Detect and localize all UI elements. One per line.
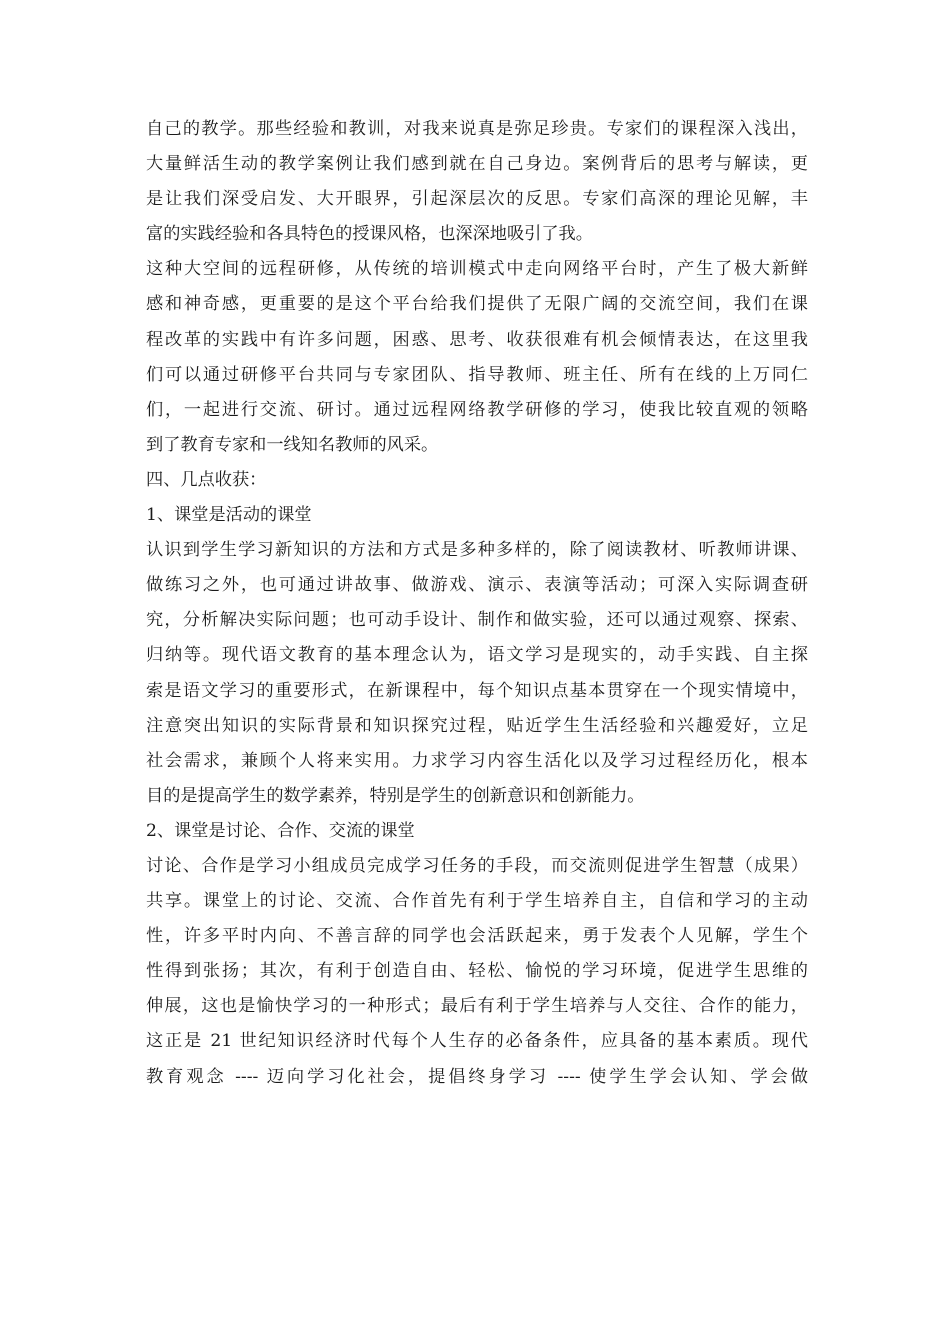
text-line: 们可以通过研修平台共同与专家团队、指导教师、班主任、所有在线的上万同仁: [146, 364, 808, 385]
text-line: 这种大空间的远程研修，从传统的培训模式中走向网络平台时，产生了极大新鲜: [146, 259, 808, 280]
text-line: 讨论、合作是学习小组成员完成学习任务的手段，而交流则促进学生智慧（成果）: [146, 855, 808, 876]
text-line: 自己的教学。那些经验和教训，对我来说真是弥足珍贵。专家们的课程深入浅出，: [146, 119, 808, 139]
text-line: 富的实践经验和各具特色的授课风格，也深深地吸引了我。: [146, 224, 593, 245]
text-line: 索是语文学习的重要形式，在新课程中，每个知识点基本贯穿在一个现实情境中，: [146, 680, 808, 701]
text-line: 性得到张扬；其次，有利于创造自由、轻松、愉悦的学习环境，促进学生思维的: [146, 961, 808, 982]
document-body: [146, 112, 808, 1095]
text-line: 注意突出知识的实际背景和知识探究过程，贴近学生生活经验和兴趣爱好，立足: [146, 715, 808, 736]
text-line: 共享。课堂上的讨论、交流、合作首先有利于学生培养自主，自信和学习的主动: [146, 891, 808, 912]
subsection-heading: 2、课堂是讨论、合作、交流的课堂: [146, 820, 415, 841]
subsection-heading: 1、课堂是活动的课堂: [146, 505, 312, 526]
text-line: 这正是 21 世纪知识经济时代每个人生存的必备条件，应具备的基本素质。现代: [146, 1031, 808, 1052]
text-line: 归纳等。现代语文教育的基本理念认为，语文学习是现实的，动手实践、自主探: [146, 645, 808, 666]
text-line: 到了教育专家和一线知名教师的风采。: [146, 434, 439, 455]
section-heading: 四、几点收获：: [146, 469, 267, 490]
text-line: 目的是提高学生的数学素养，特别是学生的创新意识和创新能力。: [146, 785, 645, 806]
text-line: 做练习之外，也可通过讲故事、做游戏、演示、表演等活动；可深入实际调查研: [146, 575, 808, 596]
text-line: 教育观念 ---- 迈向学习化社会，提倡终身学习 ---- 使学生学会认知、学会做: [146, 1066, 808, 1087]
text-line: 究，分析解决实际问题；也可动手设计、制作和做实验，还可以通过观察、探索、: [146, 610, 808, 631]
text-line: 是让我们深受启发、大开眼界，引起深层次的反思。专家们高深的理论见解，丰: [146, 189, 808, 210]
text-line: 感和神奇感，更重要的是这个平台给我们提供了无限广阔的交流空间，我们在课: [146, 294, 808, 315]
text-line: 性，许多平时内向、不善言辞的同学也会活跃起来，勇于发表个人见解，学生个: [146, 926, 808, 947]
text-line: 程改革的实践中有许多问题，困惑、思考、收获很难有机会倾情表达，在这里我: [146, 329, 808, 350]
text-line: 社会需求，兼顾个人将来实用。力求学习内容生活化以及学习过程经历化，根本: [146, 750, 808, 771]
text-line: 大量鲜活生动的教学案例让我们感到就在自己身边。案例背后的思考与解读，更: [146, 154, 808, 175]
text-line: 认识到学生学习新知识的方法和方式是多种多样的，除了阅读教材、听教师讲课、: [146, 540, 808, 561]
text-line: 们，一起进行交流、研讨。通过远程网络教学研修的学习，使我比较直观的领略: [146, 399, 808, 420]
text-line: 伸展，这也是愉快学习的一种形式；最后有利于学生培养与人交往、合作的能力，: [146, 996, 808, 1017]
